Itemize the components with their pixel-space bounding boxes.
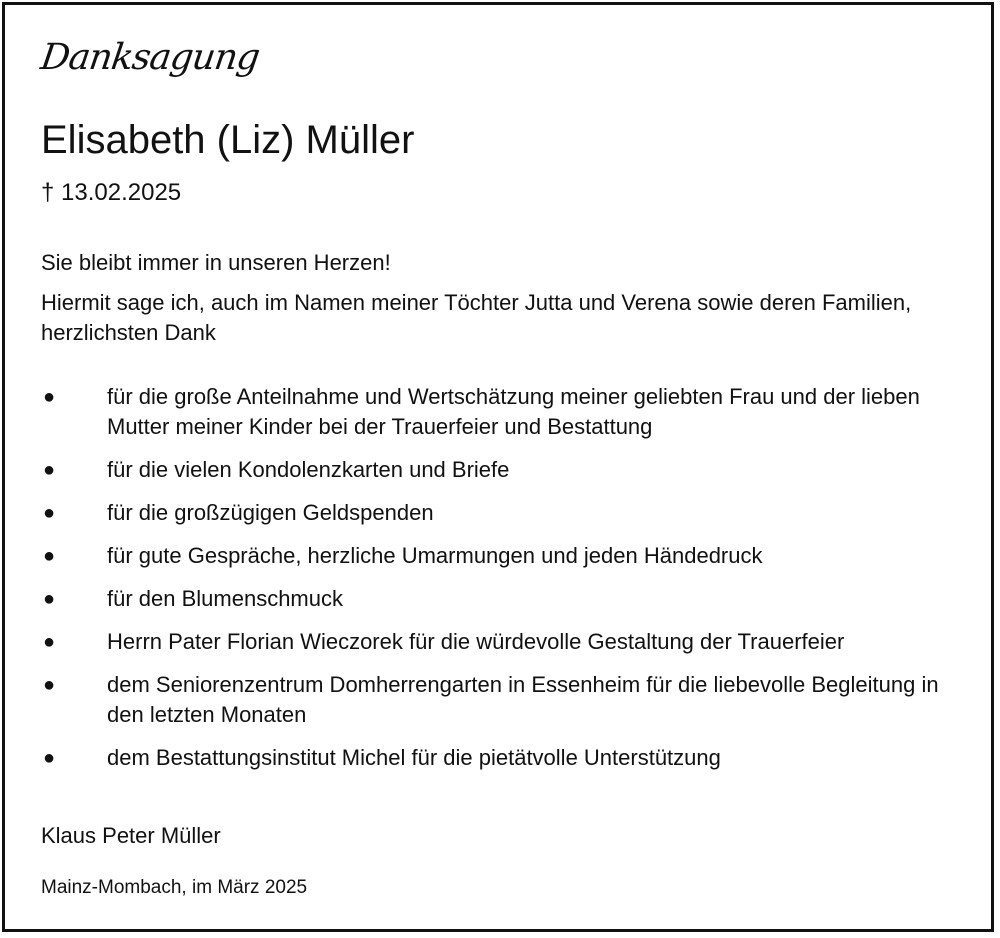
list-item xyxy=(41,498,961,528)
bullet-icon: ● xyxy=(43,386,56,408)
list-item-text: dem Bestattungsinstitut Michel für die pietätvolle Unterstützung xyxy=(107,745,721,770)
list-item xyxy=(41,584,961,614)
list-item-text: für die große Anteilnahme und Wertschätzung meiner geliebten Frau und der lieben Mutter meiner Kinder bei der Trauerfeier und Bestattung xyxy=(107,384,920,439)
list-item-text: für die großzügigen Geldspenden xyxy=(107,500,434,525)
list-item xyxy=(41,670,961,730)
list-item xyxy=(41,541,961,571)
deceased-name: Elisabeth (Liz) Müller xyxy=(41,118,415,162)
place-date: Mainz-Mombach, im März 2025 xyxy=(41,877,308,898)
bullet-icon: ● xyxy=(43,631,56,653)
bullet-icon: ● xyxy=(43,747,56,769)
list-item-text: für den Blumenschmuck xyxy=(107,586,343,611)
list-item xyxy=(41,627,961,657)
list-item-text: für gute Gespräche, herzliche Umarmungen und jeden Händedruck xyxy=(107,543,763,568)
list-item-text: Herrn Pater Florian Wieczorek für die würdevolle Gestaltung der Trauerfeier xyxy=(107,629,845,654)
intro-text: Sie bleibt immer in unseren Herzen! xyxy=(41,250,391,275)
bullet-icon: ● xyxy=(43,459,56,481)
death-date: † 13.02.2025 xyxy=(41,179,182,206)
bullet-icon: ● xyxy=(43,674,56,696)
bullet-icon: ● xyxy=(43,502,56,524)
list-item xyxy=(41,455,961,485)
list-item-text: dem Seniorenzentrum Domherrengarten in Essenheim für die liebevolle Begleitung in den letzten Monaten xyxy=(107,672,939,727)
bullet-icon: ● xyxy=(43,545,56,567)
bullet-icon: ● xyxy=(43,588,56,610)
thanks-text: Hiermit sage ich, auch im Namen meiner Töchter Jutta und Verena sowie deren Familien, herzlichsten Dank xyxy=(41,290,912,345)
thanks-list xyxy=(41,382,961,786)
notice-heading: Danksagung xyxy=(38,37,262,78)
list-item-text: für die vielen Kondolenzkarten und Briefe xyxy=(107,457,510,482)
list-item xyxy=(41,382,961,442)
list-item xyxy=(41,743,961,773)
signature: Klaus Peter Müller xyxy=(41,823,221,848)
